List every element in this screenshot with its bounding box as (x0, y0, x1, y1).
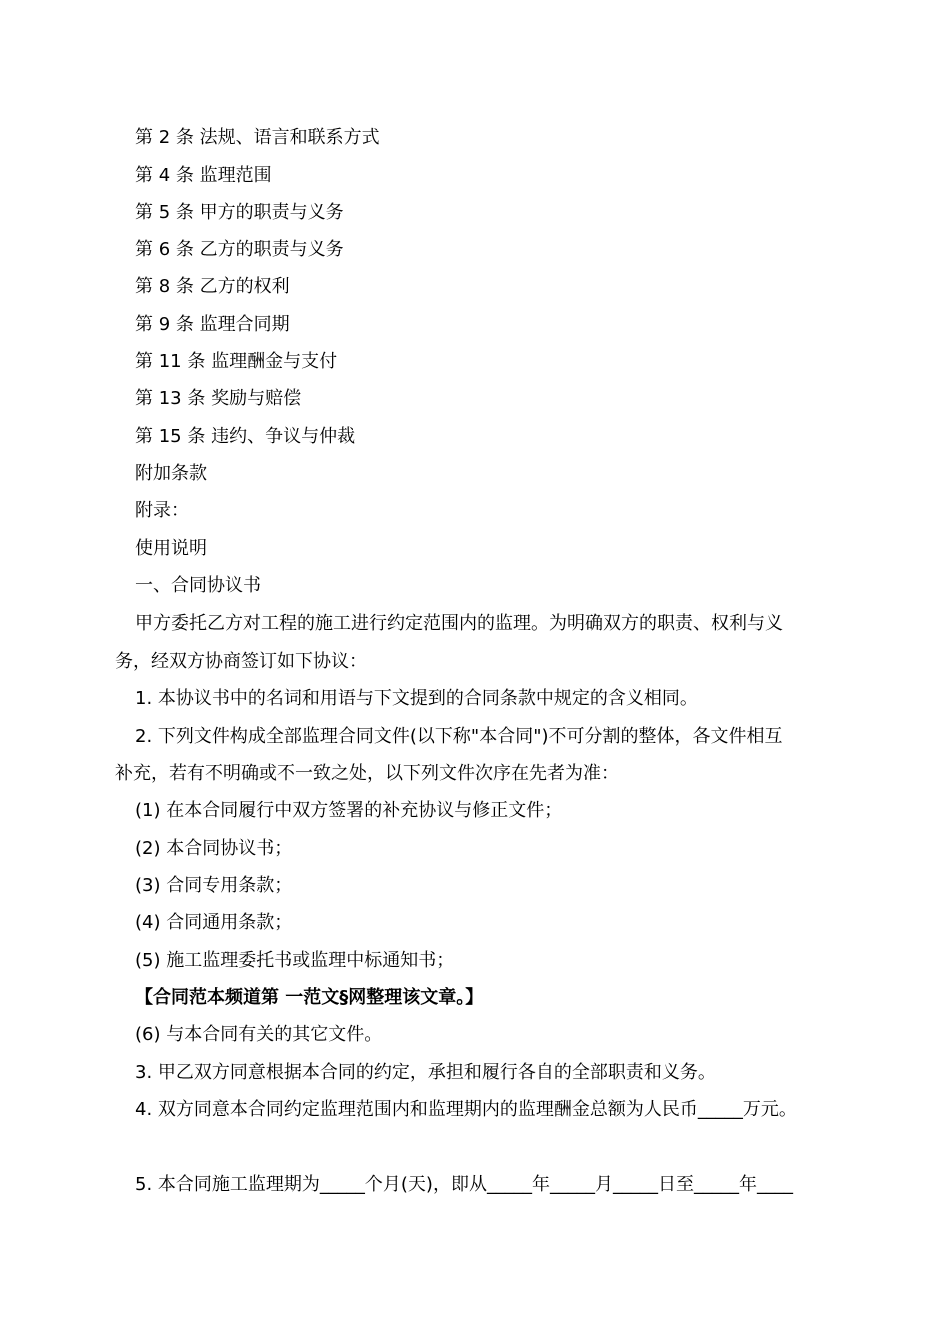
document-order-item-3: (3) 合同专用条款； (135, 875, 293, 896)
toc-item-additional-terms: 附加条款 (135, 463, 207, 484)
toc-item-article-11: 第 11 条 监理酬金与支付 (135, 351, 338, 372)
source-notice: 【合同范本频道第 一范文§网整理该文章。】 (135, 987, 484, 1008)
toc-item-appendix: 附录： (135, 500, 189, 521)
toc-item-article-2: 第 2 条 法规、语言和联系方式 (135, 127, 380, 148)
clause-2-line-1: 2. 下列文件构成全部监理合同文件(以下称"本合同")不可分割的整体，各文件相互 (135, 726, 783, 747)
toc-item-article-6: 第 6 条 乙方的职责与义务 (135, 239, 344, 260)
toc-item-article-4: 第 4 条 监理范围 (135, 165, 272, 186)
clause-3: 3. 甲乙双方同意根据本合同的约定，承担和履行各自的全部职责和义务。 (135, 1062, 716, 1083)
toc-item-article-15: 第 15 条 违约、争议与仲裁 (135, 426, 356, 447)
clause-5: 5. 本合同施工监理期为_____个月(天)，即从_____年_____月_____日至_____年____ (135, 1174, 793, 1195)
toc-item-article-9: 第 9 条 监理合同期 (135, 314, 290, 335)
document-order-item-6: (6) 与本合同有关的其它文件。 (135, 1024, 383, 1045)
document-order-item-2: (2) 本合同协议书； (135, 838, 293, 859)
document-order-item-5: (5) 施工监理委托书或监理中标通知书； (135, 950, 455, 971)
clause-4: 4. 双方同意本合同约定监理范围内和监理期内的监理酬金总额为人民币_____万元。 (135, 1099, 797, 1120)
clause-2-line-2: 补充，若有不明确或不一致之处，以下列文件次序在先者为准： (115, 763, 619, 784)
document-order-item-1: (1) 在本合同履行中双方签署的补充协议与修正文件； (135, 800, 563, 821)
section-title: 一、合同协议书 (135, 575, 261, 596)
intro-paragraph-line-1: 甲方委托乙方对工程的施工进行约定范围内的监理。为明确双方的职责、权利与义 (135, 613, 783, 634)
toc-item-article-13: 第 13 条 奖励与赔偿 (135, 388, 302, 409)
document-order-item-4: (4) 合同通用条款； (135, 912, 293, 933)
toc-item-article-8: 第 8 条 乙方的权利 (135, 276, 290, 297)
clause-1: 1. 本协议书中的名词和用语与下文提到的合同条款中规定的含义相同。 (135, 688, 698, 709)
toc-item-instructions: 使用说明 (135, 538, 207, 559)
intro-paragraph-line-2: 务，经双方协商签订如下协议： (115, 651, 367, 672)
toc-item-article-5: 第 5 条 甲方的职责与义务 (135, 202, 344, 223)
